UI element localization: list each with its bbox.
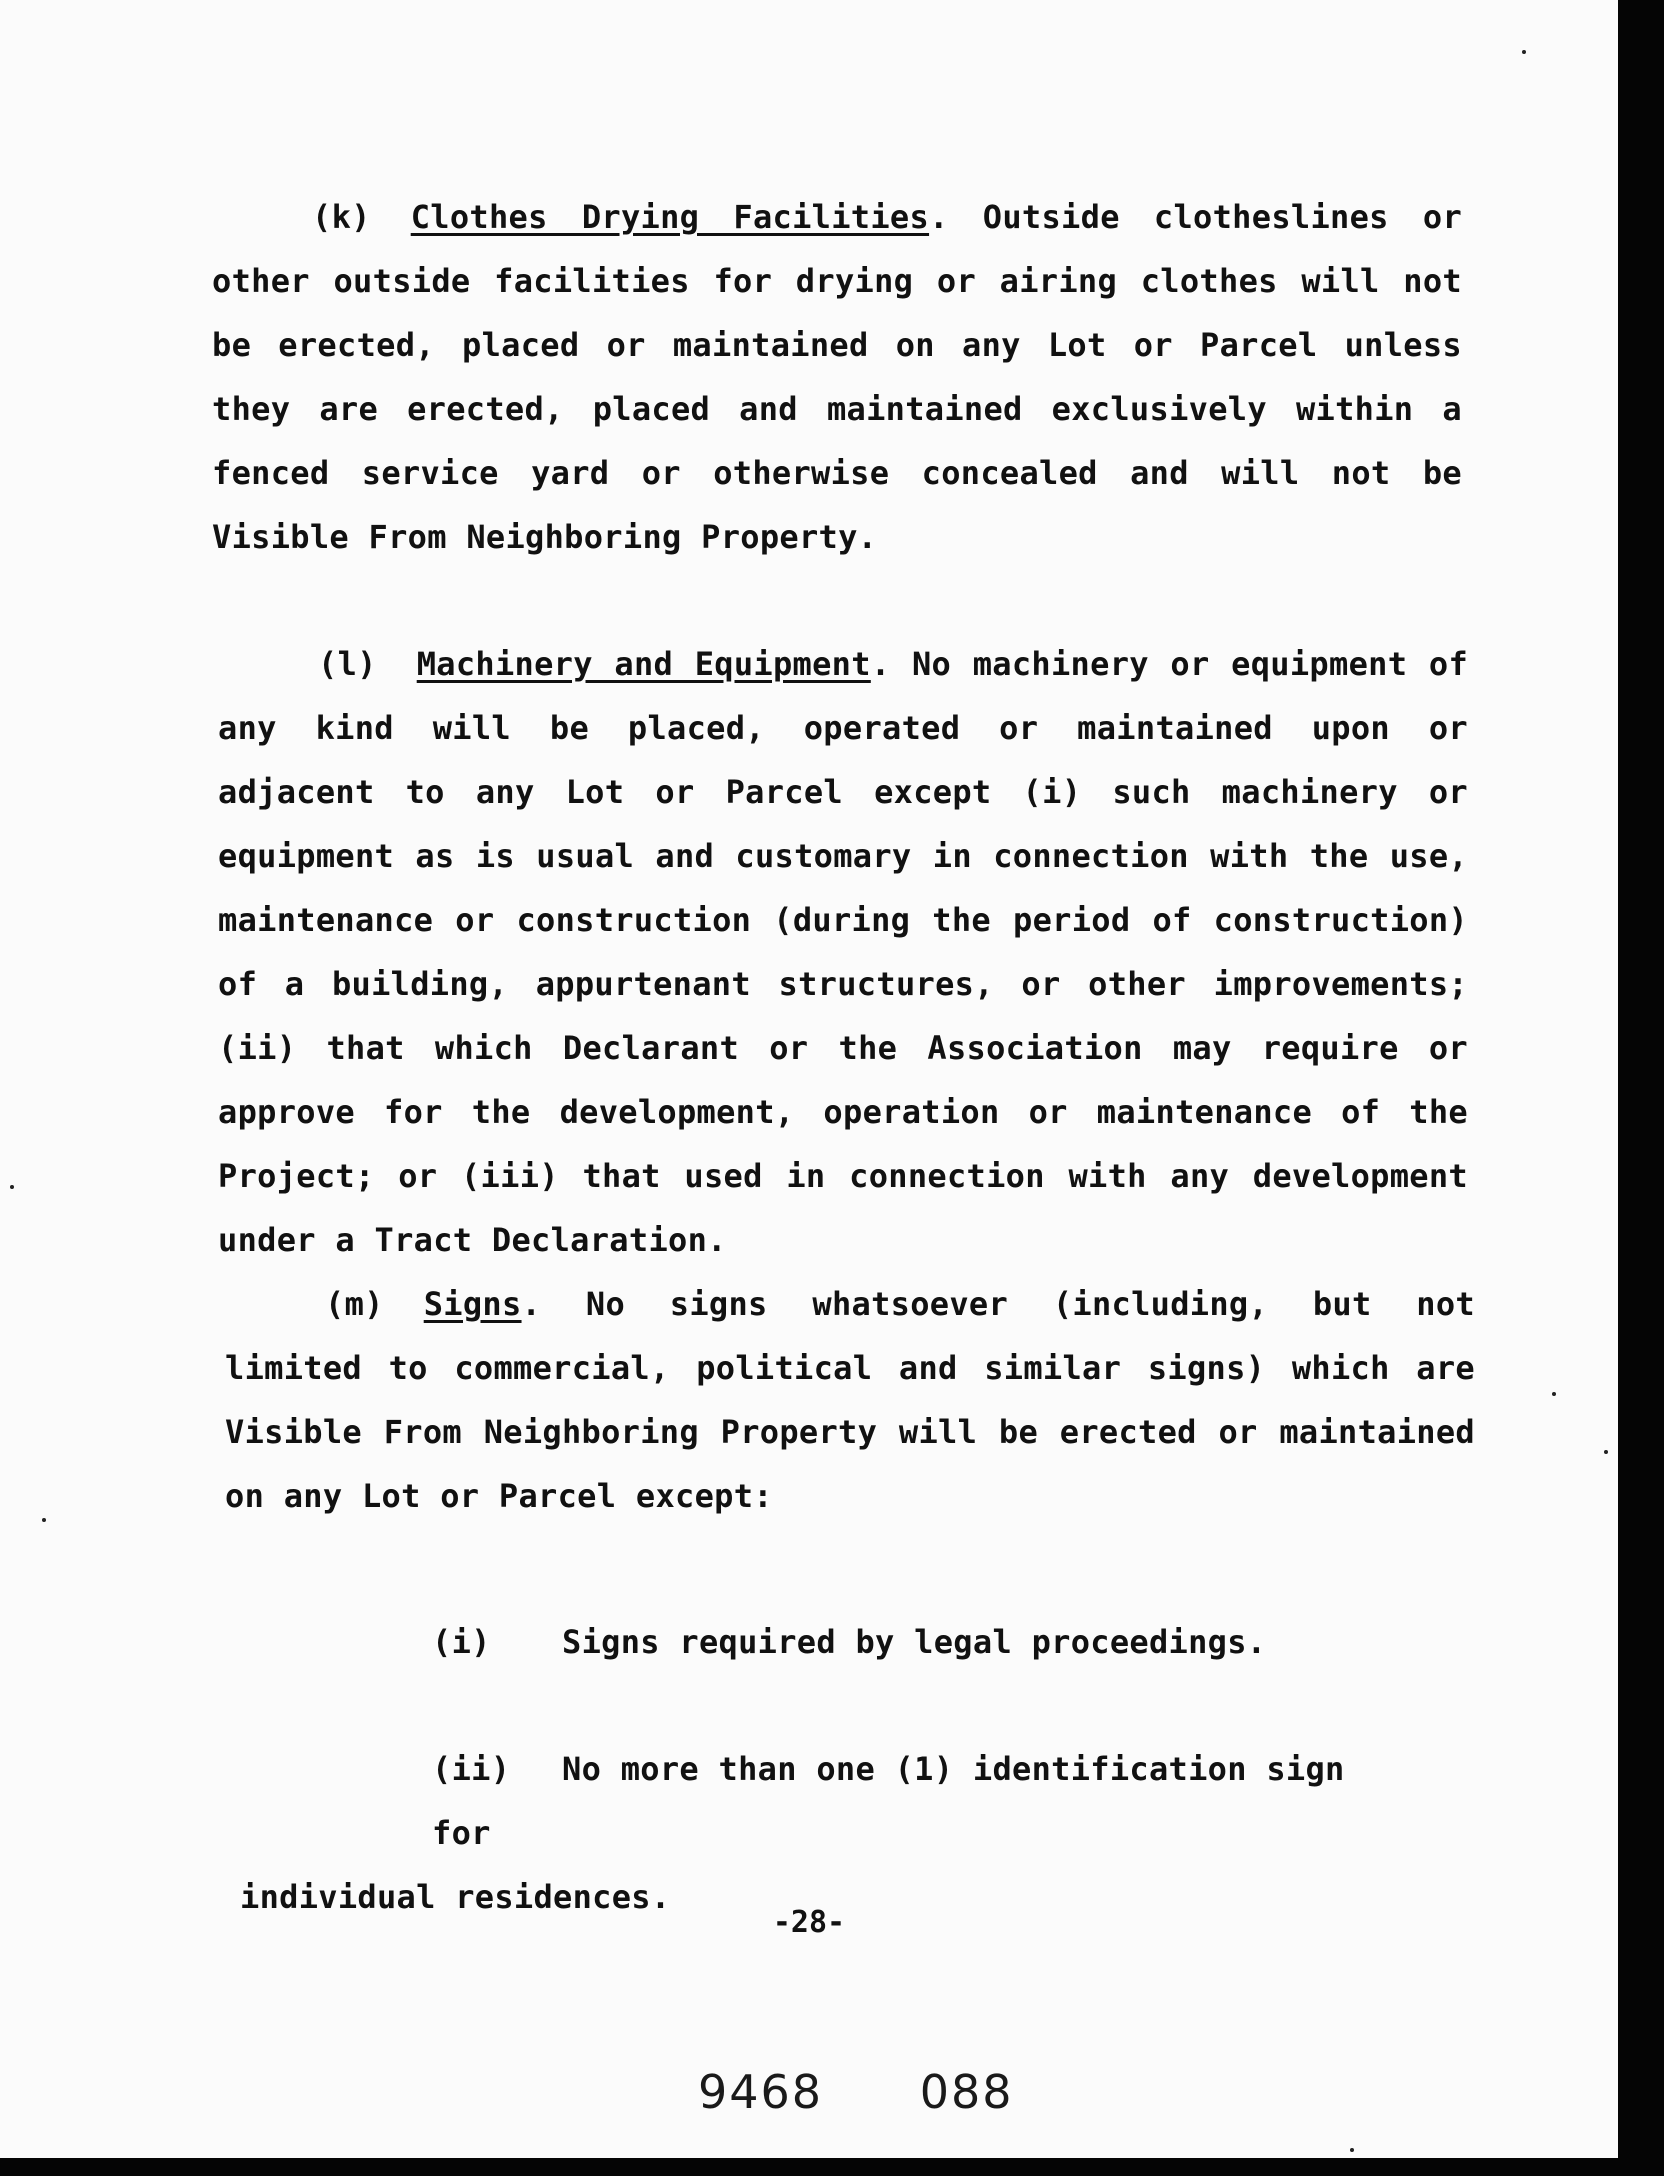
scan-speck [1350,2148,1354,2152]
section-m-heading: Signs [423,1285,522,1323]
section-l-heading: Machinery and Equipment [416,645,871,683]
item-i-number: (i) [432,1623,491,1661]
section-l [218,632,1468,1272]
item-ii-number: (ii) [432,1750,511,1788]
section-m-label: (m) [325,1285,384,1323]
bates-number: 9468 088 [698,2065,1014,2119]
item-ii-text-continued: individual residences. [240,1878,671,1916]
section-l-text: . No machinery or equipment of any kind will be placed, operated or maintained upon or adjacent to any Lot or Parcel except (i) such machinery or equipment as is usual and customary in connection with the use, maintenance or construction (during the period of construction) of a building, appurtenant structures, or other improvements; (ii) that which Declarant or the Association may require or approve for the development, operation or maintenance of the Project; or (iii) that used in connection with any development under a Tract Declaration. [218,645,1469,1259]
scan-edge-right [1618,0,1664,2176]
scan-speck [10,1185,14,1189]
page-number: -28- [772,1905,846,1940]
section-m-item-i [432,1610,1266,1674]
section-m-text: . No signs whatsoever (including, but not limited to commercial, political and similar signs) which are Visible From Neighboring Property will be erected or maintained on any Lot or Parcel except: [225,1285,1475,1515]
item-i-text: Signs required by legal proceedings. [562,1623,1267,1661]
section-k-heading: Clothes Drying Facilities [410,198,930,236]
scan-edge-bottom [0,2158,1664,2176]
section-m-item-ii [240,1737,1422,1929]
section-m [225,1272,1475,1528]
scan-speck [42,1518,46,1522]
section-l-label: (l) [318,645,377,683]
scan-speck [1552,1392,1556,1396]
scan-speck [1604,1450,1608,1454]
scan-speck [1522,50,1526,54]
item-ii-text: No more than one (1) identification sign for [432,1750,1345,1852]
section-k [212,185,1462,569]
section-k-label: (k) [312,198,371,236]
section-k-text: . Outside clotheslines or other outside facilities for drying or airing clothes will not be erected, placed or maintained on any Lot or Parcel unless they are erected, placed and maintained exclusively within a fenced service yard or otherwise concealed and will not be Visible From Neighboring Property. [212,198,1463,556]
